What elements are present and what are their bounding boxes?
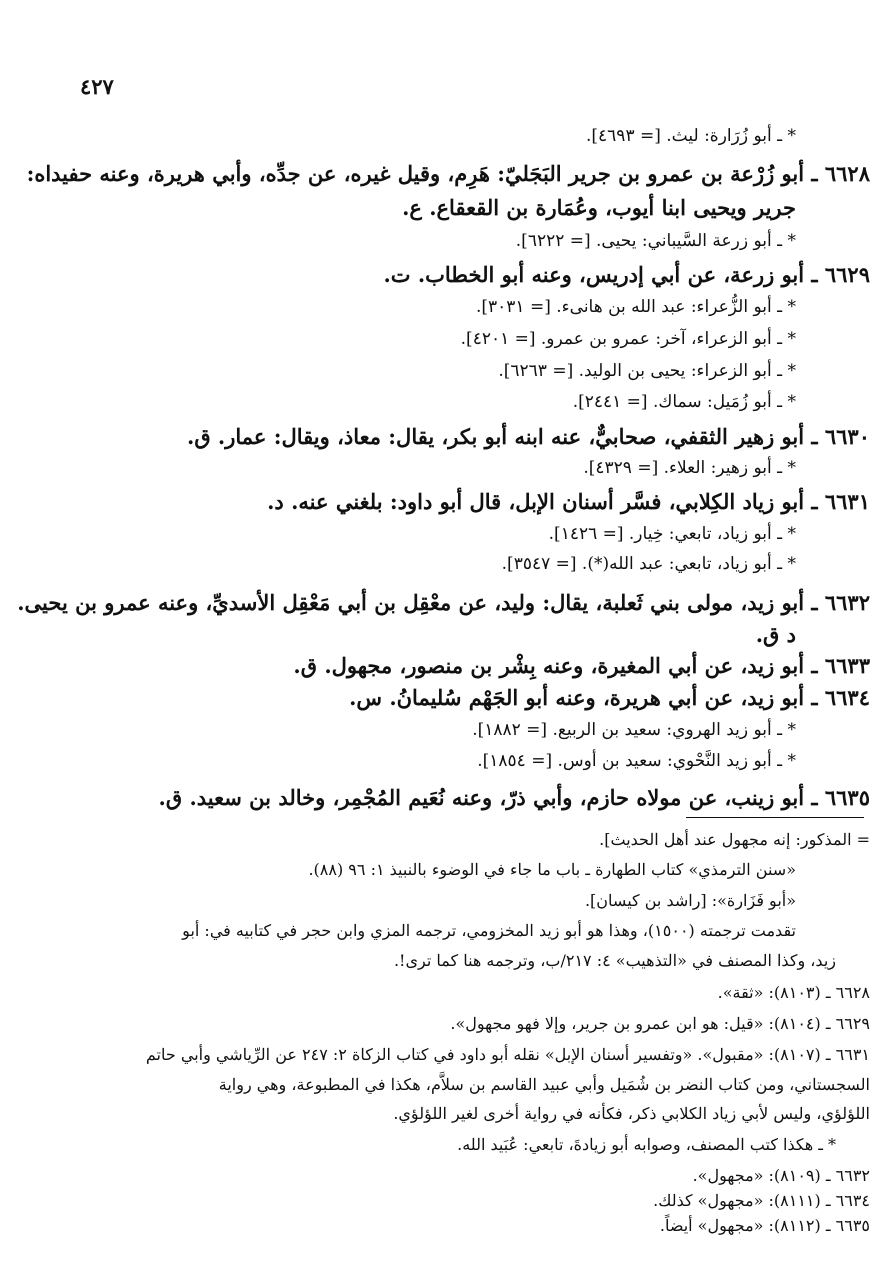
entry-line: ٦٦٢٨ ـ أبو زُرْعة بن عمرو بن جرير البَجَليّ: هَرِم، وقيل غيره، عن جدِّه، وأبي هريرة، وعنه حفيداه: (26, 161, 870, 186)
footnote-line: ٦٦٣٢ ـ (٨١٠٩): «مجهول». (692, 1166, 870, 1185)
footnote-line: ٦٦٣٥ ـ (٨١١٢): «مجهول» أيضاً. (659, 1216, 870, 1235)
entry-line: ٦٦٢٩ ـ أبو زرعة، عن أبي إدريس، وعنه أبو الخطاب. ت. (383, 262, 870, 287)
entry-line: د ق. (755, 622, 796, 647)
page-number: ٤٢٧ (80, 74, 114, 99)
footnote-line: ٦٦٢٩ ـ (٨١٠٤): «قيل: هو ابن عمرو بن جرير، وإلا فهو مجهول». (450, 1014, 870, 1033)
entry-line: * ـ أبو زياد، تابعي: عبد الله(*). [= ٣٥٤٧]. (501, 554, 796, 574)
entry-line: * ـ أبو زيد الهروي: سعيد بن الربيع. [= ١٨٨٢]. (472, 720, 796, 740)
footnote-line: ٦٦٣٤ ـ (٨١١١): «مجهول» كذلك. (653, 1191, 870, 1210)
entry-line: * ـ أبو الزعراء، آخر: عمرو بن عمرو. [= ٤٢٠١]. (460, 329, 796, 349)
footnote-line: * ـ هكذا كتب المصنف، وصوابه أبو زيادةَ، تابعي: عُبَيد الله. (457, 1135, 836, 1154)
entry-line: * ـ أبو زُمَيل: سماك. [= ٢٤٤١]. (572, 392, 796, 412)
entry-line: * ـ أبو زيد النَّحْوي: سعيد بن أوس. [= ١٨٥٤]. (477, 751, 796, 771)
entry-line: ٦٦٣٣ ـ أبو زيد، عن أبي المغيرة، وعنه بِشْر بن منصور، مجهول. ق. (293, 653, 870, 678)
entry-line: ٦٦٣٠ ـ أبو زهير الثقفي، صحابيٌّ، عنه ابنه أبو بكر، يقال: معاذ، ويقال: عمار. ق. (187, 424, 870, 449)
entry-line: ٦٦٣٤ ـ أبو زيد، عن أبي هريرة، وعنه أبو الجَهْم سُليمانُ. س. (349, 685, 870, 710)
entry-line: جرير ويحيى ابنا أيوب، وعُمَارة بن القعقاع. ع. (402, 195, 796, 220)
entry-line: ٦٦٣٢ ـ أبو زيد، مولى بني ثَعلبة، يقال: وليد، عن معْقِل بن أبي مَعْقِل الأسديِّ، وعنه عمرو بن يحيى. (17, 590, 870, 615)
entry-line: * ـ أبو الزعراء: يحيى بن الوليد. [= ٦٢٦٣]. (498, 361, 796, 381)
footnote-line: السجستاني، ومن كتاب النضر بن شُمَيل وأبي عبيد القاسم بن سلاَّم، هكذا في المطبوعة، وهي رواية (218, 1075, 870, 1094)
footnote-line: اللؤلؤي، وليس لأبي زياد الكلابي ذكر، فكأنه في رواية أخرى لغير اللؤلؤي. (393, 1104, 870, 1123)
entry-line: * ـ أبو زرعة السَّيباني: يحيى. [= ٦٢٢٢]. (515, 231, 796, 251)
footnote-divider (686, 817, 864, 818)
footnote-line: = المذكور: إنه مجهول عند أهل الحديث]. (599, 830, 870, 849)
footnote-line: ٦٦٣١ ـ (٨١٠٧): «مقبول». «وتفسير أسنان الإبل» نقله أبو داود في كتاب الزكاة ٢: ٢٤٧ عن الرِّياشي وأبي حاتم (145, 1045, 870, 1064)
entry-line: * ـ أبو زياد، تابعي: خِيار. [= ١٤٢٦]. (548, 524, 796, 544)
footnote-line: زيد، وكذا المصنف في «التذهيب» ٤: ٢١٧/ب، وترجمه هنا كما ترى!. (393, 951, 836, 970)
entry-line: ٦٦٣٥ ـ أبو زينب، عن مولاه حازم، وأبي ذرّ، وعنه نُعَيم المُجْمِر، وخالد بن سعيد. ق. (158, 785, 870, 810)
entry-line: * ـ أبو زهير: العلاء. [= ٤٣٢٩]. (583, 458, 796, 478)
entry-line: ٦٦٣١ ـ أبو زياد الكِلابي، فسَّر أسنان الإبل، قال أبو داود: بلغني عنه. د. (267, 489, 870, 514)
footnote-line: «أبو فَزَارة»: [راشد بن كيسان]. (584, 891, 796, 910)
footnote-line: ٦٦٢٨ ـ (٨١٠٣): «ثقة». (717, 983, 870, 1002)
footnote-line: تقدمت ترجمته (١٥٠٠)، وهذا هو أبو زيد المخزومي، ترجمه المزي وابن حجر في كتابيه في: أبو (182, 921, 796, 940)
footnote-line: «سنن الترمذي» كتاب الطهارة ـ باب ما جاء في الوضوء بالنبيذ ١: ٩٦ (٨٨). (308, 860, 796, 879)
entry-line: * ـ أبو الزُّعراء: عبد الله بن هانىء. [= ٣٠٣١]. (475, 297, 796, 317)
entry-line: * ـ أبو زُرَارة: ليث. [= ٤٦٩٣]. (586, 126, 796, 146)
